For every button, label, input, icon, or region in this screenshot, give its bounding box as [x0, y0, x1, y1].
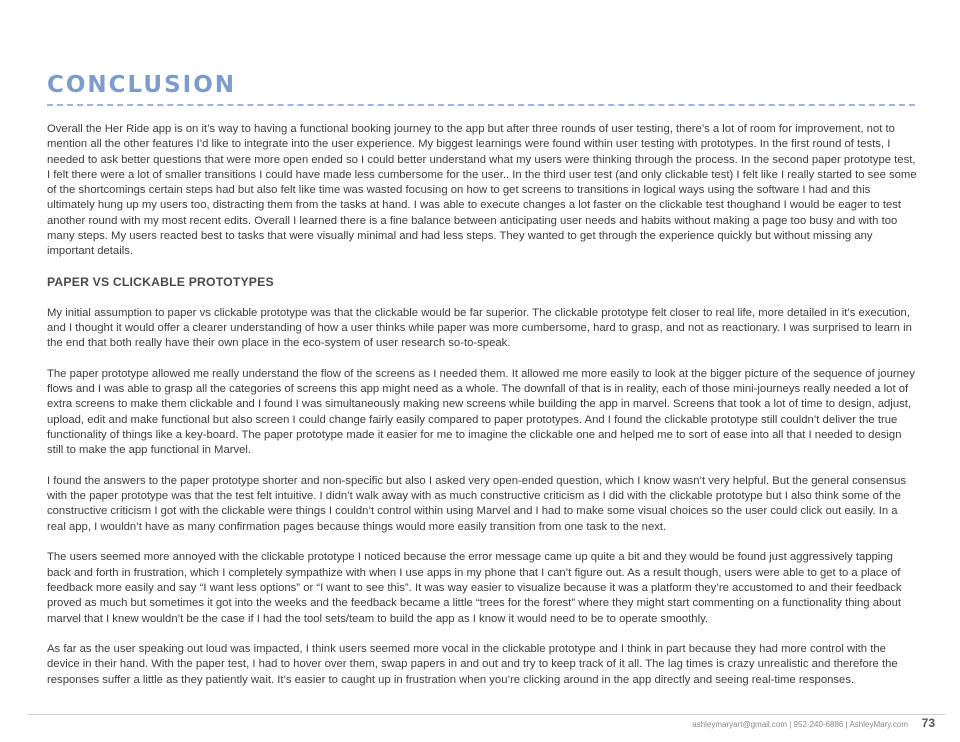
body-paragraph-2: The paper prototype allowed me really understand the flow of the screens as I needed them. It allowed me more easily to look at the bigger picture of the sequence of journey flows and I was able to grasp all the categories of screens this app might need as a whole. The downfall of that is in reality, each of those mini-journeys really needed a lot of extra screens to make them clickable and I found I was simultaneously making new screens while building the app in marvel. Screens that took a lot of time to design, adjust, upload, edit and make functional but also screen I could change fairly easily compared to paper prototypes. And I found the clickable prototype still couldn’t deliver the true functionality of things like a key-board. The paper prototype made it easier for me to imagine the clickable one and helped me to sort of ease into all that I needed to design still to make the app functional in Marvel.	[47, 367, 915, 457]
body-paragraph-5: As far as the user speaking out loud was impacted, I think users seemed more vocal in the clickable prototype and I think in part because they had more control with the device in their hand. With the paper test, I had to hover over them, swap papers in and out and try to keep track of it all. The lag times is crazy unrealistic and therefore the responses suffer a little as they patiently wait. It’s easier to caught up in frustration when you’re clicking around in the app directly and seeing real-time responses.	[47, 643, 898, 686]
page-number: 73	[921, 716, 935, 730]
footer-divider	[27, 714, 945, 715]
footer-contact: ashleymaryart@gmail.com | 952-240-6886 | AshleyMary.com	[692, 720, 908, 729]
body-paragraph-4: The users seemed more annoyed with the clickable prototype I noticed because the error message came up quite a bit and they would be found just aggressively tapping back and forth in frustration, which I completely sympathize with when I use apps in my phone that I can’t figure out. As a result though, users were able to get to a place of feedback more easily and say “I want less options” or “I want to see this”. It was way easier to visualize because it was a platform they’re accustomed to and their feedback proved as much but sometimes it got into the weeks and the feedback became a little “trees for the forest” where they might start commenting on a functionality thing about marvel that I knew wouldn’t be the case if I had the tool sets/team to build the app as I know it would need to be to operate smoothly.	[47, 551, 902, 625]
body-paragraph-1: My initial assumption to paper vs clickable prototype was that the clickable would be far superior. The clickable prototype felt closer to real life, more detailed in it’s execution, and I thought it would offer a clearer understanding of how a user thinks while paper was more cumbersome, hard to grasp, and not as reactionary. I was surprised to learn in the end that both really have their own place in the eco-system of user research so-to-speak.	[47, 306, 912, 350]
title-divider	[47, 104, 915, 106]
body-content	[47, 122, 919, 703]
section-heading: PAPER VS CLICKABLE PROTOTYPES	[47, 274, 274, 289]
page-title: CONCLUSION	[47, 72, 236, 98]
intro-paragraph: Overall the Her Ride app is on it’s way to having a functional booking journey to the app but after three rounds of user testing, there’s a lot of room for improvement, not to mention all the other features I’d like to integrate into the user experience. My biggest learnings were found within user testing with prototypes. In the first round of tests, I needed to ask better questions that were more open ended so I could better understand what my users were thinking through the process. In the second paper prototype test, I felt there were a lot of smaller transitions I could have made less cumbersome for the user.. In the third user test (and only clickable test) I felt like I really started to see some of the shortcomings certain steps had but also felt like time was wasted focusing on how to get screens to transitions in logical ways using the software I had and this ultimately hung up my users too, distracting them from the tasks at hand. I was able to execute changes a lot faster on the clickable test thoughand I would be eager to test another round with my most recent edits. Overall I learned there is a fine balance between anticipating user needs and habits without making a page too busy and with too many steps. My users reacted best to tasks that were visually minimal and had less steps. They wanted to get through the experience quickly but without missing any important details.	[47, 123, 917, 258]
body-paragraph-3: I found the answers to the paper prototype shorter and non-specific but also I asked very open-ended question, which I know wasn’t very helpful. But the general consensus with the paper prototype was that the test felt intuitive. I didn’t walk away with as much constructive criticism as I did with the clickable prototype but I also think some of the constructive criticism I got with the clickable were things I couldn’t control within using Marvel and I had to make some visual choices so the user could click out easily. In a real app, I wouldn’t have as many confirmation pages because things would more easily transition from one task to the next.	[47, 474, 907, 533]
